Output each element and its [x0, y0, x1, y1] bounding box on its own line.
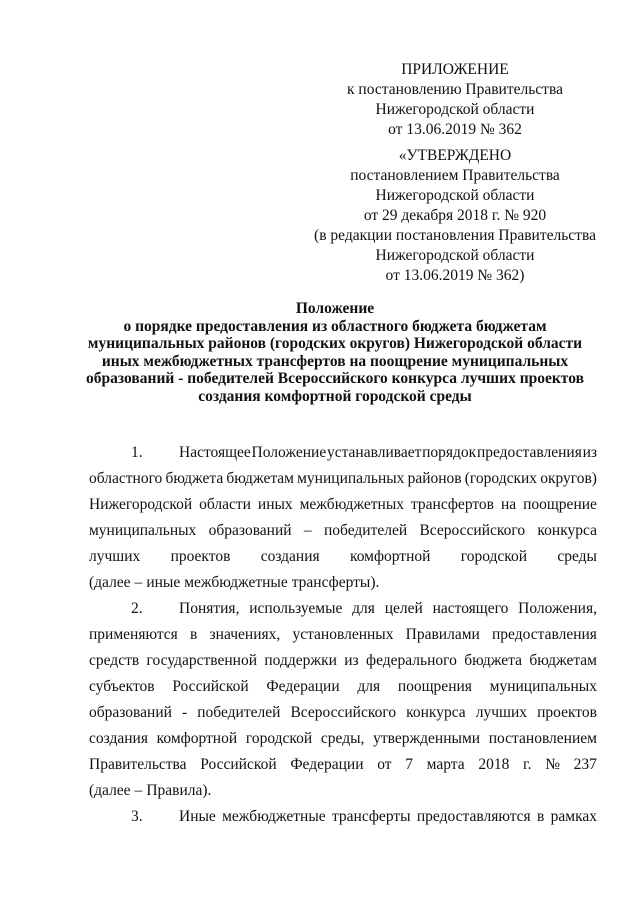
paragraph-line: Правительства Российской Федерации от 7 марта 2018 г. № 237	[89, 756, 597, 773]
paragraph-line: областного бюджета бюджетам муниципальных районов (городских округов)	[89, 470, 597, 487]
paragraph-line: (далее – иные межбюджетные трансферты).	[89, 574, 380, 591]
appendix-stamp	[300, 60, 610, 140]
paragraph-line: муниципальных образований – победителей Всероссийского конкурса	[89, 522, 597, 539]
title-line: создания комфортной городской среды	[198, 387, 472, 405]
approved-line: постановлением Правительства	[350, 167, 560, 184]
paragraph-number: 2.	[131, 600, 143, 617]
appendix-line: Нижегородской области	[375, 101, 535, 118]
paragraph	[89, 804, 597, 830]
approved-line: «УТВЕРЖДЕНО	[398, 147, 512, 164]
appendix-line: к постановлению Правительства	[347, 81, 563, 98]
approved-stamp	[300, 146, 610, 286]
paragraph-line: применяются в значениях, установленных Правилами предоставления	[89, 626, 597, 643]
paragraph	[89, 440, 597, 596]
paragraph	[89, 596, 597, 804]
title-line: образований - победителей Всероссийского конкурса лучших проектов	[86, 370, 584, 387]
paragraph-line: субъектов Российской Федерации для поощрения муниципальных	[89, 678, 597, 695]
approved-line: от 13.06.2019 № 362)	[385, 267, 525, 284]
paragraph-line: лучших проектов создания комфортной городской среды	[89, 548, 597, 565]
paragraph-line: (далее – Правила).	[89, 782, 212, 799]
paragraph-line: Нижегородской области иных межбюджетных трансфертов на поощрение	[89, 496, 597, 513]
approved-line: Нижегородской области	[375, 187, 535, 204]
paragraph-line: образований - победителей Всероссийского конкурса лучших проектов	[89, 704, 597, 721]
approved-line: (в редакции постановления Правительства	[314, 227, 596, 244]
document-title	[80, 300, 590, 405]
document-body	[89, 440, 597, 830]
title-line: Положение	[295, 300, 375, 317]
approved-line: Нижегородской области	[375, 247, 535, 264]
title-line: иных межбюджетных трансфертов на поощрение муниципальных	[101, 352, 569, 370]
paragraph-number: 1.	[131, 444, 143, 461]
paragraph-line: 1. Настоящее Положение устанавливает порядок предоставления из	[89, 440, 597, 466]
paragraph-line: 2. Понятия, используемые для целей настоящего Положения,	[89, 596, 597, 622]
title-line: муниципальных районов (городских округов) Нижегородской области	[87, 335, 583, 352]
paragraph-line: 3. Иные межбюджетные трансферты предоставляются в рамках	[89, 804, 597, 830]
paragraph-number: 3.	[131, 808, 143, 825]
approved-line: от 29 декабря 2018 г. № 920	[363, 207, 547, 224]
title-line: о порядке предоставления из областного бюджета бюджетам	[123, 317, 547, 335]
appendix-line: ПРИЛОЖЕНИЕ	[401, 61, 509, 78]
paragraph-line: создания комфортной городской среды, утвержденными постановлением	[89, 730, 597, 747]
appendix-line: от 13.06.2019 № 362	[388, 121, 522, 138]
paragraph-line: средств государственной поддержки из федерального бюджета бюджетам	[89, 652, 597, 669]
